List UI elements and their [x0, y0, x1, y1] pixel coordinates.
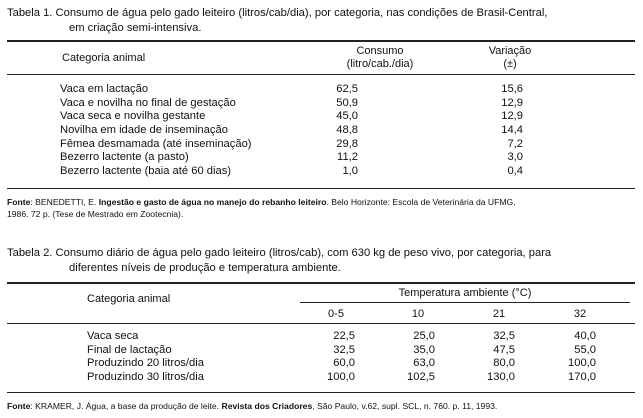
table-row: [0, 83, 643, 97]
table2-caption-line1: Tabela 2. Consumo diário de água pelo gado leiteiro (litros/cab), com 630 kg de peso vivo, por categoria, para: [7, 247, 552, 259]
table1-cell-consumo: 50,9: [336, 96, 358, 109]
table1-cell-variacao: 14,4: [501, 124, 523, 137]
table-row: [0, 151, 643, 165]
table-row: [0, 138, 643, 152]
table2-cell-temp-1: 25,0: [413, 330, 435, 342]
table2-cell-temp-2: 32,5: [493, 330, 515, 342]
table1-source-publisher: . Belo Horizonte: Escola de Veterinária da UFMG,: [326, 197, 516, 207]
table2-cell-temp-3: 170,0: [568, 371, 596, 384]
table-row: [0, 330, 643, 344]
table2-header-temperature-group: Temperatura ambiente (°C): [398, 287, 532, 299]
table1-cell-variacao: 3,0: [507, 151, 523, 164]
table2-header-temp-0: 0-5: [328, 308, 344, 320]
table2-caption: [7, 246, 551, 276]
table2-cell-temp-0: 60,0: [333, 357, 355, 370]
table1-header-variacao-unit: (±): [503, 58, 517, 70]
table2-header-temp-1: 10: [411, 308, 425, 320]
table2-cell-temp-2: 80,0: [493, 357, 515, 370]
table2-cell-category: Vaca seca: [87, 330, 139, 342]
table1-cell-consumo: 11,2: [337, 151, 358, 164]
table2-cell-temp-0: 100,0: [327, 371, 355, 384]
table2-caption-line2: diferentes níveis de produção e temperatura ambiente.: [69, 262, 341, 274]
table2-header-rule: [7, 323, 635, 324]
table2-cell-temp-0: 32,5: [333, 343, 355, 356]
table1-cell-category: Vaca em lactação: [60, 83, 149, 95]
table2-bottom-rule: [7, 392, 635, 393]
table1-cell-variacao: 7,2: [507, 137, 523, 150]
table1-header-category: Categoria animal: [62, 52, 146, 64]
table2-source: [7, 400, 497, 412]
table2-cell-temp-3: 55,0: [574, 343, 596, 356]
table1-cell-variacao: 12,9: [501, 96, 523, 109]
table2-cell-temp-2: 130,0: [487, 371, 515, 384]
table-row: [0, 371, 643, 385]
table2-source-author: : KRAMER, J. Água, a base da produção de leite.: [30, 401, 222, 411]
table1-source-title: Ingestão e gasto de água no manejo do rebanho leiteiro: [98, 197, 327, 207]
table2-cell-temp-2: 47,5: [493, 343, 515, 356]
table1-cell-category: Bezerro lactente (baia até 60 dias): [60, 165, 232, 178]
table-row: [0, 357, 643, 371]
table2-header-temp-2: 21: [492, 308, 506, 320]
table2-cell-temp-1: 63,0: [413, 357, 435, 370]
table2-cell-category: Produzindo 20 litros/dia: [87, 357, 204, 370]
table1-header-variacao: [470, 45, 550, 71]
table-row: [0, 344, 643, 358]
table2-source-title: Revista dos Criadores: [221, 401, 313, 411]
table2-top-rule: [7, 282, 635, 284]
table1-cell-consumo: 62,5: [336, 83, 358, 95]
table1-top-rule: [7, 40, 635, 42]
table2-cell-temp-1: 35,0: [413, 343, 435, 356]
table1-header-consumo-title: Consumo: [356, 45, 404, 57]
table2-cell-temp-3: 40,0: [574, 330, 596, 342]
table2-cell-temp-0: 22,5: [333, 330, 355, 342]
table-row: [0, 165, 643, 179]
table2-cell-category: Final de lactação: [87, 343, 172, 356]
table1-source: [7, 196, 516, 220]
table2-group-rule: [300, 302, 630, 303]
table1-cell-category: Vaca e novilha no final de gestação: [60, 96, 236, 109]
table1-body: [0, 83, 643, 179]
table1-header-consumo-unit: (litro/cab./dia): [346, 58, 414, 70]
table1-header-consumo: [330, 45, 430, 71]
table2-source-label: Fonte: [7, 401, 31, 411]
table1-cell-consumo: 29,8: [336, 137, 358, 150]
table2-source-publisher: , São Paulo, v.62, supl. SCL, n. 760. p. 11, 1993.: [312, 401, 498, 411]
table2-header-temp-3: 32: [573, 308, 587, 320]
table1-cell-category: Novilha em idade de inseminação: [60, 124, 228, 137]
table2-cell-category: Produzindo 30 litros/dia: [87, 371, 204, 384]
table1-caption-line2: em criação semi-intensiva.: [69, 22, 202, 34]
table1-cell-category: Bezerro lactente (a pasto): [60, 151, 189, 164]
table-row: [0, 110, 643, 124]
table1-cell-consumo: 45,0: [336, 110, 358, 123]
table1-cell-consumo: 1,0: [342, 165, 358, 178]
table-row: [0, 97, 643, 111]
table1-header-variacao-title: Variação: [488, 45, 532, 57]
table1-header-rule: [7, 74, 635, 75]
table1-cell-variacao: 12,9: [501, 110, 523, 123]
table2-body: [0, 330, 643, 385]
table1-cell-category: Vaca seca e novilha gestante: [60, 110, 206, 123]
table1-source-author: : BENEDETTI, E.: [30, 197, 99, 207]
table2-header-category: Categoria animal: [87, 293, 171, 305]
table1-cell-variacao: 0,4: [507, 165, 523, 178]
table1-source-line2: 1986. 72 p. (Tese de Mestrado em Zootecnia).: [7, 209, 184, 219]
table1-caption-line1: Tabela 1. Consumo de água pelo gado leiteiro (litros/cab/dia), por categoria, nas condições de Brasil-Central,: [7, 7, 548, 19]
table-row: [0, 124, 643, 138]
table2-cell-temp-1: 102,5: [407, 371, 435, 384]
table1-caption: [7, 6, 547, 36]
table2-cell-temp-3: 100,0: [568, 357, 596, 370]
table1-source-label: Fonte: [7, 197, 31, 207]
table1-cell-category: Fêmea desmamada (até inseminação): [60, 137, 252, 150]
table1-bottom-rule: [7, 188, 635, 189]
table1-cell-consumo: 48,8: [336, 124, 358, 137]
table1-cell-variacao: 15,6: [501, 83, 523, 95]
